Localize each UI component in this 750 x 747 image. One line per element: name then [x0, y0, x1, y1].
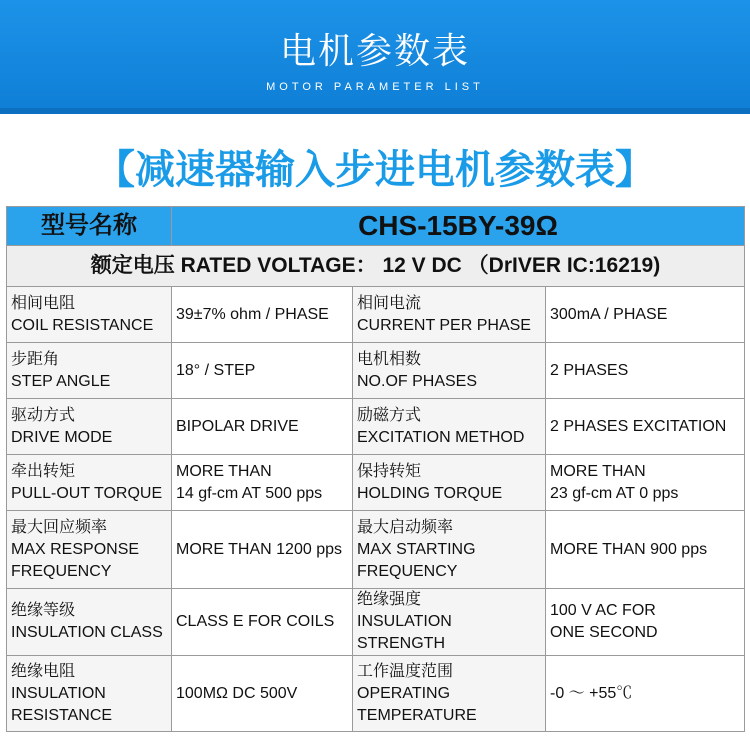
- param-label: [353, 656, 546, 732]
- param-value: 100MΩ DC 500V: [172, 656, 353, 732]
- param-label-zh: 绝缘电阻: [11, 662, 76, 680]
- param-label: [7, 511, 172, 589]
- param-value: 18° / STEP: [172, 343, 353, 399]
- param-label-zh: 绝缘等级: [11, 602, 76, 619]
- table-row: [7, 511, 745, 589]
- page-title: 电机参数表: [279, 31, 470, 72]
- table-row: [7, 399, 745, 455]
- param-label-en: INSULATION STRENGTH: [357, 613, 452, 652]
- param-label: [7, 287, 172, 343]
- param-value: BIPOLAR DRIVE: [172, 399, 353, 455]
- param-value: CLASS E FOR COILS: [172, 589, 353, 656]
- param-label-zh: 工作温度范围: [357, 662, 454, 680]
- table-row: [7, 656, 745, 732]
- param-label: [353, 399, 546, 455]
- param-label-en: OPERATING: [357, 684, 451, 702]
- param-label-en: FREQUENCY: [11, 562, 112, 580]
- param-value: [546, 455, 745, 511]
- param-label-en: STEP ANGLE: [11, 372, 111, 390]
- param-value: 2 PHASES: [546, 343, 745, 399]
- param-label-en: MAX RESPONSE: [11, 540, 140, 558]
- param-label: [7, 399, 172, 455]
- table-row: [7, 287, 745, 343]
- param-label: [7, 589, 172, 656]
- param-label-zh: 绝缘强度: [357, 591, 422, 608]
- param-label-zh: 驱动方式: [11, 406, 76, 424]
- param-label: [353, 589, 546, 656]
- param-label-zh: 励磁方式: [357, 406, 422, 424]
- param-label-en: EXCITATION METHOD: [357, 428, 525, 446]
- model-value: CHS-15BY-39Ω: [172, 207, 745, 246]
- param-label: [353, 287, 546, 343]
- param-value: 300mA / PHASE: [546, 287, 745, 343]
- param-label-en: INSULATION CLASS: [11, 624, 163, 641]
- header-banner: [0, 0, 750, 110]
- banner-divider: [0, 108, 750, 114]
- rated-voltage: 额定电压 RATED VOLTAGE： 12 V DC （DrIVER IC:16219): [7, 246, 745, 287]
- param-label-en: NO.OF PHASES: [357, 372, 478, 390]
- param-label-zh: 相间电阻: [11, 294, 76, 312]
- param-label: [7, 656, 172, 732]
- param-label: [353, 511, 546, 589]
- param-value: -0 ～ +55℃: [546, 656, 745, 732]
- param-label-en: INSULATION: [11, 684, 106, 702]
- param-label: [353, 343, 546, 399]
- table-row: [7, 343, 745, 399]
- table-row: [7, 455, 745, 511]
- param-value: 39±7% ohm / PHASE: [172, 287, 353, 343]
- param-label-en: MAX STARTING: [357, 540, 476, 558]
- param-label-en: RESISTANCE: [11, 706, 113, 724]
- param-value-line: ONE SECOND: [550, 624, 658, 641]
- param-label-en: DRIVE MODE: [11, 428, 113, 446]
- param-label-zh: 牵出转矩: [11, 462, 76, 480]
- param-value: MORE THAN 900 pps: [546, 511, 745, 589]
- model-row: [7, 207, 745, 246]
- param-label: [7, 455, 172, 511]
- parameter-table: [6, 206, 745, 732]
- param-label-en: FREQUENCY: [357, 562, 458, 580]
- param-label-zh: 步距角: [11, 350, 60, 368]
- voltage-row: [7, 246, 745, 287]
- page-subtitle: MOTOR PARAMETER LIST: [266, 81, 484, 93]
- param-value: [172, 455, 353, 511]
- param-value-line: MORE THAN: [176, 462, 272, 480]
- param-label-zh: 电机相数: [357, 350, 422, 368]
- section-heading: 【减速器输入步进电机参数表】: [95, 147, 655, 193]
- param-label-en: PULL-OUT TORQUE: [11, 484, 163, 502]
- param-value-line: MORE THAN: [550, 462, 646, 480]
- param-label-en: COIL RESISTANCE: [11, 316, 154, 334]
- param-label-zh: 最大回应频率: [11, 518, 108, 536]
- param-label-en: CURRENT PER PHASE: [357, 316, 531, 334]
- param-label-en: HOLDING TORQUE: [357, 484, 503, 502]
- param-value: [546, 589, 745, 656]
- param-value-line: 23 gf-cm AT 0 pps: [550, 484, 679, 502]
- param-label: [353, 455, 546, 511]
- param-value-line: 14 gf-cm AT 500 pps: [176, 484, 323, 502]
- param-label: [7, 343, 172, 399]
- param-value: 2 PHASES EXCITATION: [546, 399, 745, 455]
- param-value: MORE THAN 1200 pps: [172, 511, 353, 589]
- param-label-en: TEMPERATURE: [357, 706, 477, 724]
- param-label-zh: 最大启动频率: [357, 518, 454, 536]
- param-label-zh: 保持转矩: [357, 462, 422, 480]
- param-value-line: 100 V AC FOR: [550, 602, 656, 619]
- param-label-zh: 相间电流: [357, 294, 422, 312]
- table-row: [7, 589, 745, 656]
- model-label: 型号名称: [7, 207, 172, 246]
